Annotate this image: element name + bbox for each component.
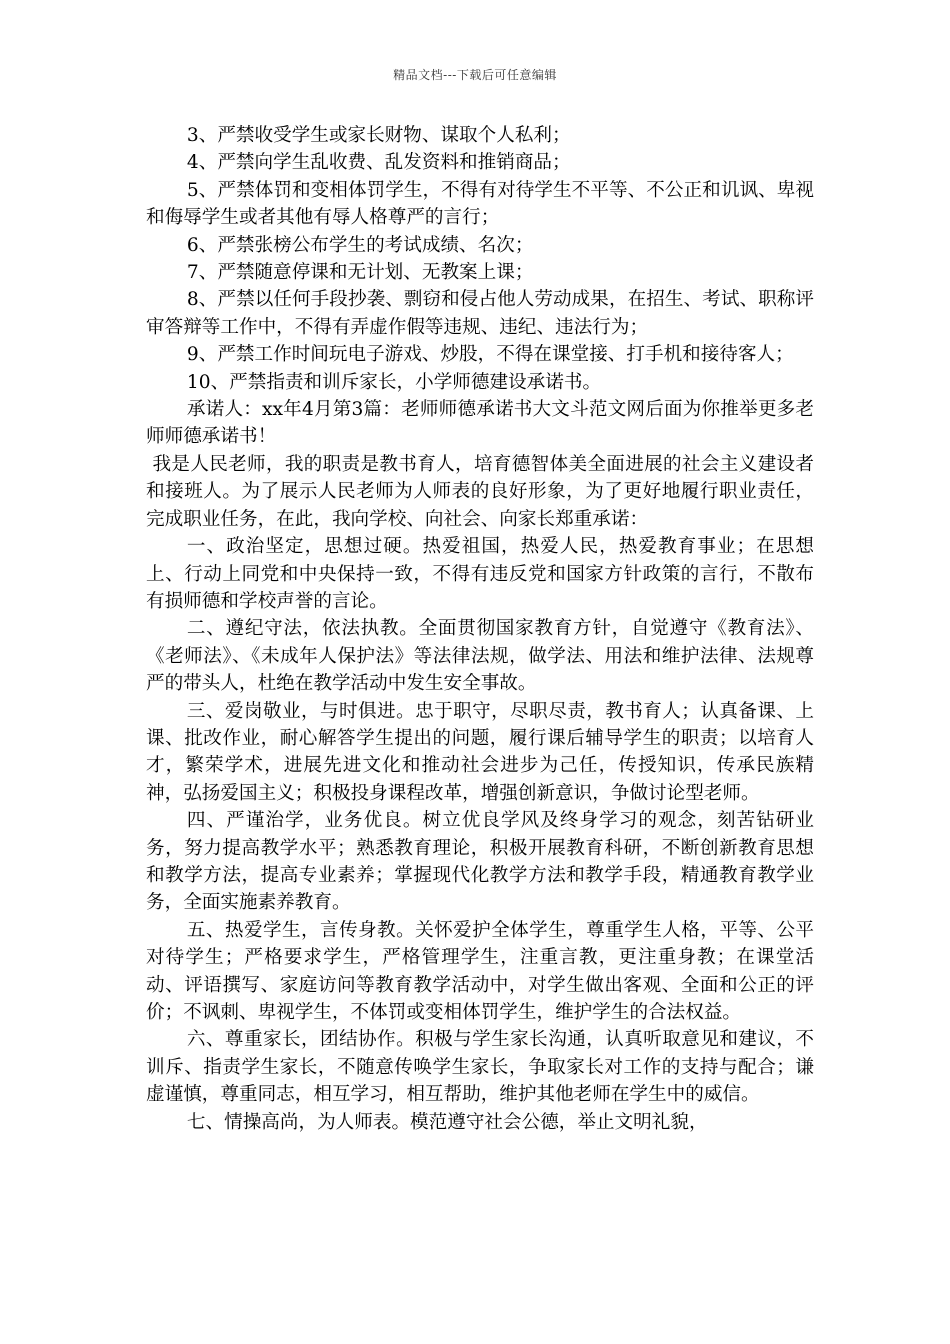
paragraph-item-6: 6、严禁张榜公布学生的考试成绩、名次；: [186, 234, 534, 256]
page-header: 精品文档---下载后可任意编辑: [393, 68, 557, 82]
paragraph-item-5: 5、严禁体罚和变相体罚学生，不得有对待学生不平等、不公正和讥讽、卑视和侮辱学生或者其他有辱人格尊严的言行；: [146, 179, 814, 229]
pledge-item-4: 四、严谨治学，业务优良。树立优良学风及终身学习的观念，刻苦钻研业务，努力提高教学水平；熟悉教育理论，积极开展教育科研，不断创新教育思想和教学方法，提高专业素养；掌握现代化教学方法和教学手段，精通教育教学业务，全面实施素养教育。: [146, 810, 814, 914]
intro-paragraph: 我是人民老师，我的职责是教书育人，培育德智体美全面进展的社会主义建设者和接班人。为了展示人民老师为人师表的良好形象，为了更好地履行职业责任，完成职业任务，在此，我向学校、向社会、向家长郑重承诺：: [146, 453, 814, 530]
pledge-item-5: 五、热爱学生，言传身教。关怀爱护全体学生，尊重学生人格，平等、公平对待学生；严格要求学生，严格管理学生，注重言教，更注重身教；在课堂活动、评语撰写、家庭访问等教育教学活动中，对学生做出客观、全面和公正的评价；不讽刺、卑视学生，不体罚或变相体罚学生，维护学生的合法权益。: [146, 919, 814, 1023]
pledge-item-6: 六、尊重家长，团结协作。积极与学生家长沟通，认真听取意见和建议，不训斥、指责学生家长，不随意传唤学生家长，争取家长对工作的支持与配合；谦虚谨慎，尊重同志，相互学习，相互帮助，维护其他老师在学生中的威信。: [146, 1029, 814, 1106]
pledge-item-7: 七、情操高尚，为人师表。模范遵守社会公德，举止文明礼貌，: [186, 1111, 708, 1133]
pledge-item-2: 二、遵纪守法，依法执教。全面贯彻国家教育方针，自觉遵守《教育法》、《老师法》、《未成年人保护法》等法律法规，做学法、用法和维护法律、法规尊严的带头人，杜绝在教学活动中发生安全事故。: [146, 618, 814, 695]
paragraph-item-9: 9、严禁工作时间玩电子游戏、炒股，不得在课堂接、打手机和接待客人；: [186, 344, 794, 366]
paragraph-item-4: 4、严禁向学生乱收费、乱发资料和推销商品；: [186, 152, 571, 174]
pledge-item-3: 三、爱岗敬业，与时俱进。忠于职守，尽职尽责，教书育人；认真备课、上课、批改作业，耐心解答学生提出的问题，履行课后辅导学生的职责；以培育人才，繁荣学术，进展先进文化和推动社会进步为己任，传授知识，传承民族精神，弘扬爱国主义；积极投身课程改革，增强创新意识，争做讨论型老师。: [146, 700, 814, 804]
pledge-item-1: 一、政治坚定，思想过硬。热爱祖国，热爱人民，热爱教育事业；在思想上、行动上同党和中央保持一致，不得有违反党和国家方针政策的言行，不散布有损师德和学校声誉的言论。: [146, 536, 814, 612]
paragraph-item-10: 10、严禁指责和训斥家长，小学师德建设承诺书。: [186, 371, 602, 393]
paragraph-item-8: 8、严禁以任何手段抄袭、剽窃和侵占他人劳动成果，在招生、考试、职称评审答辩等工作中，不得有弄虚作假等违规、违纪、违法行为；: [146, 289, 814, 338]
promisor-line: 承诺人：xx年4月第3篇：老师师德承诺书大文斗范文网后面为你推举更多老师师德承诺书！: [146, 399, 814, 448]
document-body: [146, 122, 814, 1136]
paragraph-item-3: 3、严禁收受学生或家长财物、谋取个人私利；: [186, 125, 571, 146]
paragraph-item-7: 7、严禁随意停课和无计划、无教案上课；: [186, 262, 534, 284]
